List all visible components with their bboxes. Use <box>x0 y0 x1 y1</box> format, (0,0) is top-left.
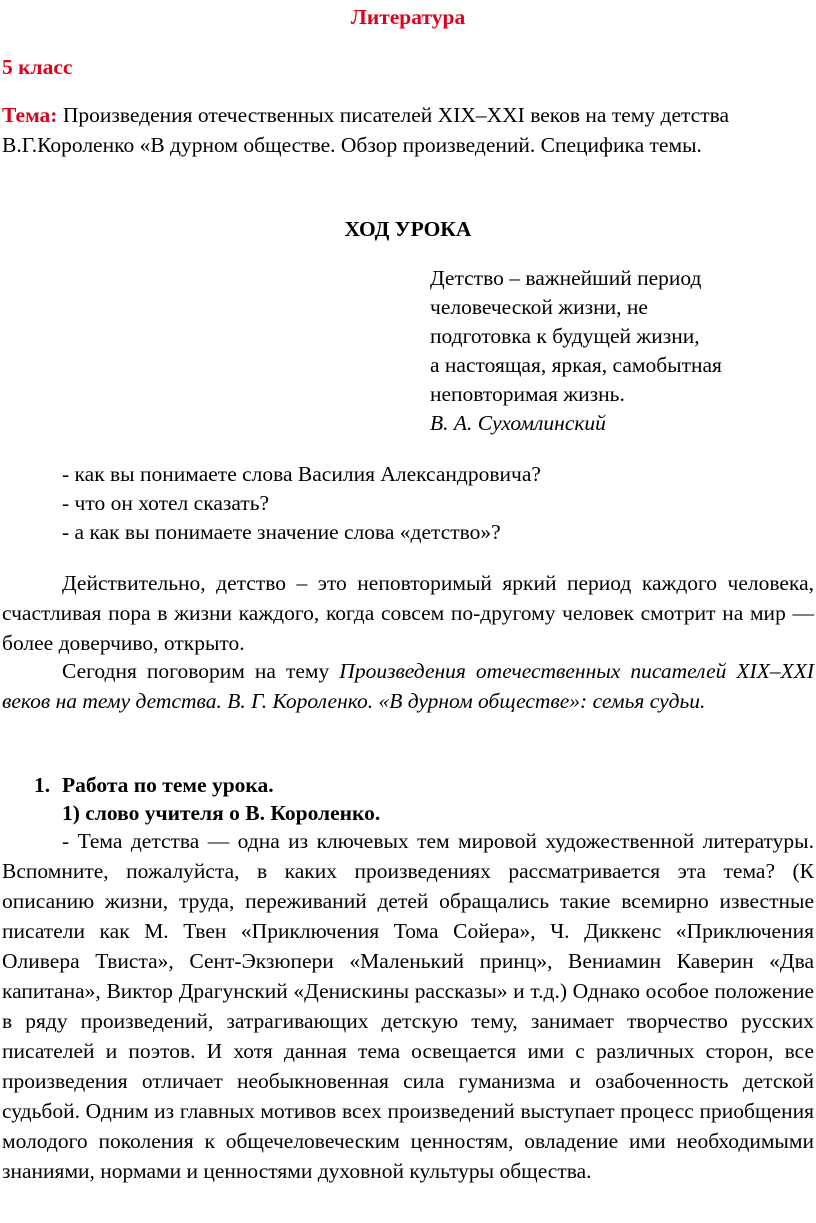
subject-title: Литература <box>350 5 466 29</box>
section-title: Работа по теме урока. <box>62 773 274 797</box>
topic-text: Произведения отечественных писателей XIX–XXI веков на тему детства В.Г.Короленко «В дурном обществе. Обзор произведений. Специфика темы. <box>2 103 730 157</box>
paragraph-topic-lead: Сегодня поговорим на тему <box>62 659 340 683</box>
paragraph-main <box>2 826 814 1186</box>
epigraph-line: Детство – важнейший период <box>430 266 702 290</box>
epigraph-author: В. А. Сухомлинский <box>430 411 606 435</box>
topic-label: Тема: <box>2 103 58 127</box>
subsection-heading: 1) слово учителя о В. Короленко. <box>62 801 381 825</box>
epigraph-line: подготовка к будущей жизни, <box>430 324 700 348</box>
question-item: - что он хотел сказать? <box>62 491 270 515</box>
section-number: 1. <box>34 773 51 797</box>
questions-list <box>62 460 802 547</box>
question-item: - а как вы понимаете значение слова «детство»? <box>62 520 501 544</box>
paragraph-intro <box>2 568 814 658</box>
paragraph-topic <box>2 656 814 716</box>
question-item: - как вы понимаете слова Василия Александровича? <box>62 462 541 486</box>
grade-label: 5 класс <box>2 55 73 79</box>
epigraph-line: а настоящая, яркая, самобытная <box>430 353 722 377</box>
epigraph-line: неповторимая жизнь. <box>430 382 625 406</box>
lesson-heading: ХОД УРОКА <box>344 217 472 241</box>
paragraph-main-text: - Тема детства — одна из ключевых тем мировой художественной литературы. Вспомните, пожалуйста, в каких произведениях рассматривается эта тема? (К описанию жизни, труда, переживаний детей обращались такие всемирно известные писатели как М. Твен «Приключения Тома Сойера», Ч. Диккенс «Приключения Оливера Твиста», Сент-Экзюпери «Маленький принц», Вениамин Каверин «Два капитана», Виктор Драгунский «Денискины рассказы» и т.д.) Однако особое положение в ряду произведений, затрагивающих детскую тему, занимает творчество русских писателей и поэтов. И хотя данная тема освещается ими с различных сторон, все произведения отличает необыкновенная сила гуманизма и озабоченность детской судьбой. Одним из главных мотивов всех произведений выступает процесс приобщения молодого поколения к общечеловеческим ценностям, овладение ими необходимыми знаниями, нормами и ценностями духовной культуры общества. <box>2 829 814 1183</box>
section-heading <box>34 770 274 800</box>
epigraph <box>430 264 810 438</box>
topic-block <box>2 100 777 160</box>
paragraph-topic-italic: Произведения отечественных писателей XIX–XXI веков на тему детства. В. Г. Короленко. «В дурном обществе»: семья судьи. <box>2 659 815 713</box>
epigraph-line: человеческой жизни, не <box>430 295 648 319</box>
paragraph-intro-text: Действительно, детство – это неповторимый яркий период каждого человека, счастливая пора в жизни каждого, когда совсем по-другому человек смотрит на мир — более доверчиво, открыто. <box>2 571 814 655</box>
